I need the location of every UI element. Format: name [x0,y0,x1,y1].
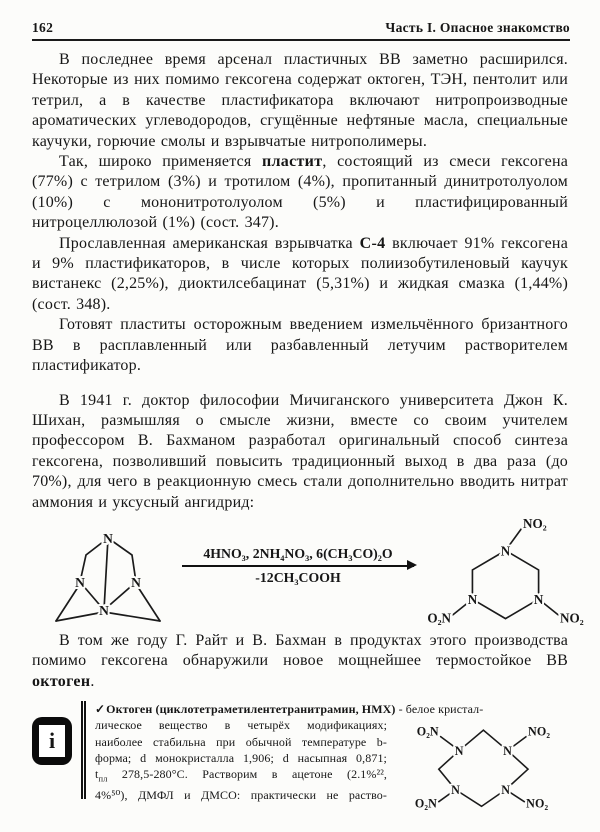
nitro-group-label: NO₂ [523,516,547,532]
term-c4: С-4 [359,234,386,252]
nitrogen-label: N [533,591,544,607]
footnote-column [95,717,387,803]
footnote-line1-rest: - белое кристал- [395,702,484,717]
nitro-group-label: NO₂ [528,724,551,739]
nitrogen-label: N [103,530,113,546]
term-octogen: октоген [32,672,91,690]
nitrogen-label: N [454,744,464,759]
p6-text-post: . [90,672,95,690]
reaction-conditions [182,546,414,586]
checkmark-icon: ✓ [95,702,106,717]
info-icon-glyph: i [39,725,65,757]
paragraph-plastit [32,152,568,234]
paragraph-plastic-bb: В последнее время арсенал пластичных ВВ заметно расширился. Некоторые из них помимо гексогена содержат октоген, ТЭН, пентолит или тетрил, а в качестве пластификатора включают нитропроизводные ароматических углеводородов, сгущённые нефтяные масла, специальные каучуки, горючие смолы и взрывчатые нитрополимеры. [32,51,568,150]
reaction-scheme [32,516,584,627]
nitrogen-label: N [75,574,85,590]
nitro-group-label: O₂N [416,724,439,739]
footnote-line-2: лическое вещество в четырёх модификациях; [95,718,387,733]
vertical-double-rule [81,701,86,799]
info-icon [32,717,72,765]
paragraph-1941: В 1941 г. доктор философии Мичиганского университета Джон К. Шихан, размышляя о смысле жизни, вместе со своим учителем профессором В. Бахманом разработал оригинальный способ синтеза гексогена, позволивший повысить традиционный выход в два раза (до 70%), для чего в реакционную смесь стали дополнительно вводить нитрат аммония и уксусный ангидрид: [32,391,568,511]
p3-text-pre: Прославленная американская взрывчатка [59,234,360,252]
byproduct-below-arrow: -12CH₃COOH [255,569,341,585]
page-number: 162 [32,20,54,35]
footnote-line5-rest: 278,5-280°С. Растворим в ацетоне (2.1%²², [107,767,387,782]
nitro-group-label: O₂N [414,796,437,811]
p2-text-pre: Так, широко применяется [59,153,263,171]
nitrogen-label: N [467,591,478,607]
nitrogen-label: N [131,574,141,590]
reagents-above-arrow: 4HNO₃, 2NH₄NO₃, 6(CH₃CO)₂O [203,545,393,561]
paragraph-c4 [32,234,568,316]
footnote-line-4: форма; d монокристалла 1,906; d насыпная 0,871; [95,751,387,766]
p2-text-post: , состоящий из смеси гексогена (77%) с тетрилом (3%) и тротилом (4%), пропитанный динитротолуолом (10%) с мононитротолуолом (5%) и пластифицированный нитроцеллюлозой (1%) (сост. 347). [32,153,569,232]
nitro-group-label: NO₂ [560,610,584,626]
hmx-structure [396,717,568,812]
term-octogen-hmx: Октоген (циклотетраметилентетранитрамин, НМХ) [106,702,396,717]
paragraph-octogen-discovery [32,631,568,692]
footnote-line-6: 4%⁵⁰), ДМФЛ и ДМСО: практически не раство- [95,788,387,803]
reaction-arrow [182,565,414,567]
p6-text-pre: В том же году Г. Райт и В. Бахман в продуктах этого производства помимо гексогена обнаружили новое мощнейшее термостойкое ВВ [32,631,568,670]
melting-point-subscript: пл [98,773,108,784]
rdx-structure [416,510,596,628]
chapter-title: Часть I. Опасное знакомство [385,20,570,35]
footnote-line-1 [95,701,568,717]
footnote-line-3: наиболее стабильна при обычной температуре b- [95,734,387,749]
footnote-line-5 [95,766,387,787]
nitrogen-label: N [451,783,460,798]
melting-point-symbol: t [95,767,99,782]
nitrogen-label: N [501,783,511,798]
p3-text-post: включает 91% гексогена и 9% пластификаторов, в числе которых полиизобутиленовый каучук вистанекс (2,25%), диоктилсебацинат (5,31%) и жидкая смазка (1,44%) (сост. 348). [32,234,568,313]
page-body [32,50,584,811]
page-header [32,20,570,41]
footnote-text [95,701,568,811]
paragraph-preparation: Готовят пластиты осторожным введением измельчённого бризантного ВВ в расплавленный или разбавленный летучим растворителем пластификатор. [32,316,568,375]
nitrogen-label: N [503,744,512,759]
hexamine-structure [42,522,174,624]
nitro-group-label: O₂N [427,610,452,626]
octogen-footnote [32,701,568,811]
nitro-group-label: NO₂ [526,796,549,811]
term-plastit: пластит [262,153,323,171]
nitrogen-label: N [99,602,109,618]
nitrogen-label: N [500,543,511,559]
